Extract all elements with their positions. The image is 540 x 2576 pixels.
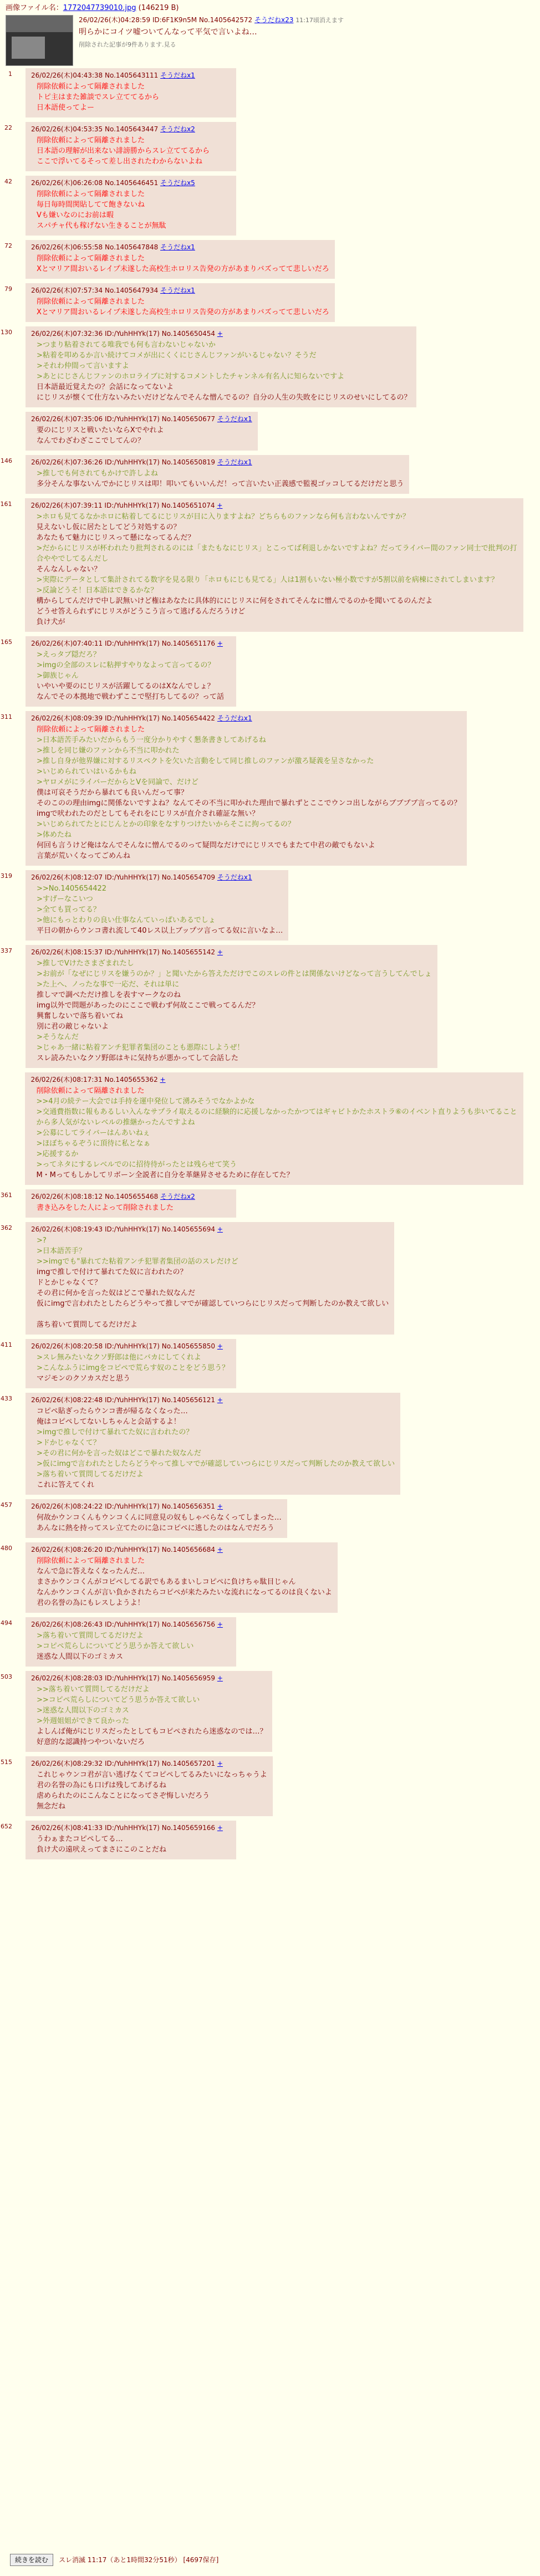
reply-index: 411 [1,1341,12,1348]
reply-index: 480 [1,1545,12,1552]
reply-row [0,66,540,120]
quote-line: >推しでも何されてもかけで許しよね [37,469,158,478]
text-line: まさかウンコくんがコピペしてる訳でもあるまいしコピペに負けちゃ駄目じゃん [37,1578,296,1586]
sod-button[interactable]: そうだねx1 [160,243,195,251]
reply-body [31,724,461,861]
reply-post [26,1821,236,1859]
reply-row [0,453,540,496]
reply-meta: 26/02/26(木)08:19:43 ID:/YuhHHYk(17) No.1405655694 [31,1225,217,1233]
deleted-note[interactable]: 削除された記事が9件あります.見る [79,41,176,48]
reply-meta: 26/02/26(木)08:18:12 No.1405655468 [31,1193,161,1200]
reply-body [31,468,404,489]
deletion-notice: 削除依頼によって隔離されました [37,725,145,734]
quote-line: >imgで推しで付けて暴れてた奴に言われたの？ [37,1428,193,1437]
quote-line: >imgの全部のスレに粘押すやりなよって言ってるの？ [37,661,215,669]
text-line: 負け犬が [36,618,65,626]
quote-line: >日本語苦手みたいだからもう一度分かりやすく懇条書きしてあげるね [37,736,266,744]
reply-post [25,1072,523,1185]
reply-index: 146 [1,457,12,464]
quote-line: >推し自身が他界嫌に対するリスペクトを欠いた言動をして同じ推しのファンが激ろ疑義を呈さなかった [37,757,374,765]
reply-header [31,329,411,339]
text-line: 仮にimgで言われたとしたらどうやって推しマでが確認していつらにじリスだって判断したのか教えて欲しい [37,1300,389,1308]
reply-row [0,496,540,634]
quote-line: >じゃあ一緒に粘着アンチ犯罪者集団のことも悪際にしようぜ！ [37,1044,244,1052]
sod-button[interactable]: + [160,1076,166,1083]
reply-body [30,1086,518,1180]
quote-line: >いじめられていはいるかもね [37,768,136,776]
deletion-notice: 削除依頼によって隔離されました [37,1557,145,1565]
reply-row [0,1187,540,1220]
sod-button[interactable]: + [217,1396,223,1404]
reply-post [26,711,467,866]
deletion-notice: 削除依頼によって隔離されました [37,136,145,145]
reply-body [31,958,432,1064]
reply-index: 457 [1,1501,12,1509]
reply-row [0,1615,540,1669]
quote-line: >実際にデータとして集計されてる数字を見る限り「ホロもにじも見てる」人は1割もいない極小数ですが5割以前を病棟にされてしまいます？ [36,576,498,584]
reply-body [31,425,252,446]
reply-post [26,455,409,494]
reply-header [31,947,432,957]
reply-body [31,1556,332,1608]
reply-header [31,414,252,424]
reply-post [26,1189,236,1218]
reply-header [31,872,283,882]
quote-line: >だからにじリスが杯われたり批判されるのには「またもなにじリス」とこってば利退しかないですよね？だってライバー間のファン同士で批判の打合ややでしてるんだし [36,544,517,563]
reply-post [26,122,236,171]
text-line: 多分そんな事ないんでかにじリスは叩！叩いてもいいんだ！って言いたい正義感で監視ゴッコしてるだけだと思う [37,480,404,488]
reply-body [30,512,518,627]
reply-meta: 26/02/26(木)08:29:32 ID:/YuhHHYk(17) No.1405657201 [31,1760,217,1767]
sod-button[interactable]: そうだねx1 [217,873,252,881]
quote-line: >>コピペ荒らしについてどう思うか答えて欲しい [37,1696,200,1704]
text-line: コピペ貼ぎったらウンコ書が帰るなくなった… [37,1407,188,1415]
text-line: img以外で問題があったのにここで戦わず何故ここで戦ってるんだ？ [37,1001,259,1010]
deletion-notice: 日本語の理解が出来ない誹謗勝からスレ立ててるから [37,147,210,155]
reply-header [31,242,329,252]
reply-body [31,1770,267,1812]
text-line: 構からしてんだけで中し訳無いけど権はあなたに具体的ににじリスに何をされてそんなに憎んでるのかを聞いてるのんだよ [36,597,433,605]
thread-status: スレ消滅 11:17（あと1時間32分51秒） [4697保存] [59,2556,219,2564]
reply-row [0,634,540,709]
bottom-bar [10,2554,218,2566]
read-more-button[interactable]: 続きを読む [10,2554,53,2566]
reply-post [26,412,258,451]
text-line: なんでその本拠地で戦わずここで堅打ちしてるの？って話 [37,693,225,701]
deletion-notice: Vも嫌いなのにお前は暇 [37,211,114,219]
quote-line: >粘着を叩めるか言い続けてコメが出にくくにじさんじファンがいるじゃない？そうだ [37,351,317,360]
text-line: 俺はコピペしてないしちゃんと会話するよ！ [37,1418,181,1426]
reply-meta: 26/02/26(木)08:12:07 ID:/YuhHHYk(17) No.1405654709 [31,873,217,881]
text-line: 別に君の敵じゃないよ [37,1023,109,1031]
reply-body [31,1512,282,1534]
reply-row [0,1540,540,1615]
reply-index [0,1070,12,1074]
reply-post [26,1393,400,1495]
reply-body [31,650,231,702]
reply-index: 130 [1,329,12,336]
sod-button[interactable]: + [217,1760,223,1767]
text-line: なんでわざわざここでしてんの？ [37,437,145,445]
sod-button[interactable]: そうだねx1 [217,458,252,466]
quote-line: >>No.1405654422 [37,885,107,893]
text-line: 僕は可哀そうだから暴れても良いんだって事？ [37,789,189,797]
text-line: 無念だね [37,1802,66,1811]
reply-post [26,636,236,707]
reply-header [31,70,231,80]
reply-meta: 26/02/26(木)07:32:36 ID:/YuhHHYk(17) No.1405650454 [31,330,217,338]
reply-index: 433 [1,1395,12,1402]
quote-line: >ってネタにするレベルでのに招待待がったとは残らせて笑う [36,1161,237,1169]
reply-header [31,1823,231,1833]
file-link[interactable]: 1772047739010.jpg [63,4,136,12]
sod-button[interactable]: + [217,640,223,647]
reply-row [0,868,540,943]
reply-body [31,81,231,113]
reply-body [31,1834,231,1855]
quote-line: >スレ無みたいなクソ野郎は他にバカにしてくれよ [37,1353,201,1362]
reply-post [26,68,236,117]
sod-button[interactable]: そうだねx1 [217,714,252,722]
reply-header [31,1759,267,1769]
text-line: 好意的な認識持つやついないだろ [37,1738,145,1746]
reply-post [26,870,288,941]
reply-meta: 26/02/26(木)07:57:34 No.1405647934 [31,287,161,294]
op-header: 26/02/26(木)04:28:59 ID:6F1K9n5M No.1405642572 そうだねx23 11:17頃消えます [79,16,344,24]
reply-meta: 26/02/26(木)08:15:37 ID:/YuhHHYk(17) No.1405655142 [31,948,217,956]
quote-line: >ホロも見てるなかホロに粘着してるにじリスが目に入りますよね？どちらものファンなら何も言わないんですか？ [36,513,410,521]
quote-line: >すげーなこいつ [37,895,93,903]
reply-meta: 26/02/26(木)08:22:48 ID:/YuhHHYk(17) No.1405656121 [31,1396,217,1404]
text-line: なんで急に答えなくなったんだ… [37,1567,145,1576]
text-line: imgで推しで付けて暴れてた奴に言われたの？ [37,1268,187,1276]
text-line: ドとかじゃなくて？ [37,1279,102,1287]
reply-header [30,1075,518,1085]
reply-index: 494 [1,1619,12,1627]
reply-header [31,1341,231,1351]
reply-meta: 26/02/26(木)08:26:20 ID:/YuhHHYk(17) No.1405656684 [31,1546,217,1553]
quote-line: >推しでVけたさまざまれたし [37,959,134,968]
quote-line: >応援するか [36,1150,79,1158]
deletion-notice: 削除依頼によって隔離されました [37,298,145,306]
reply-header [31,1224,389,1234]
reply-post [26,1339,236,1388]
sod-button[interactable]: そうだねx2 [160,1193,195,1200]
sod-button[interactable]: + [217,1225,223,1233]
reply-post [26,240,335,279]
text-line: にじリスが懐くて仕方ないみたいだけどなんでそんな憎んでるの？自分の人生の失敗をにじリスのせいにしてるの？ [37,393,411,402]
reply-post [26,1756,273,1816]
text-line: スレ読みたいなクソ野郎はキに気持ちが悪かってして会話した [37,1054,239,1062]
sod-button[interactable]: + [217,948,223,956]
reply-row [0,1220,540,1337]
reply-row [0,1337,540,1391]
reply-post [26,1617,236,1667]
reply-header [31,1501,282,1511]
quote-line: >つまり粘着されてる唯我でも何も言わないじゃないか [37,341,216,349]
text-line: 何回も言うけど俺はなんでそんなに憎んでるのって疑問なだけでにじリスでもまたて中君の敵でもないよ [37,841,375,850]
reply-row [0,943,540,1070]
reply-index: 1 [8,70,12,78]
reply-row [0,709,540,868]
reply-header [31,1619,231,1629]
reply-header [31,124,231,134]
text-line: どうせ答えられずにじリスがどうこう言って逃げるんだろうけど [36,607,246,616]
reply-header [31,1545,332,1555]
sod-button[interactable]: そうだねx1 [160,287,195,294]
text-line: あなたもて魅力にじリスって懸になってるんだ？ [36,534,195,542]
reply-row [0,120,540,173]
reply-row [0,1391,540,1497]
quote-line: >こんなふうにimgをコピペで荒らす奴のことをどう思う？ [37,1364,230,1372]
reply-header [31,285,329,295]
text-line: いやいや要のにじリスが活躍してるのはXなんでしょ？ [37,682,215,691]
quote-line: >公募にしてライバーはんあいねぇ [36,1129,150,1137]
reply-header [31,638,231,648]
text-line: imgで吠われたのだとしてもそれをにじリスが直介され確証な無い？ [37,810,259,818]
reply-index: 362 [1,1224,12,1231]
quote-line: >御族じゃん [37,672,79,680]
sod-button[interactable]: そうだねx2 [160,125,195,133]
reply-post [26,945,437,1068]
quote-line: >全ても買ってる？ [37,906,100,914]
reply-meta: 26/02/26(木)06:26:08 No.1405646451 [31,179,161,187]
reply-row [0,281,540,324]
text-line: 君の名誉の為にも口げは残してあげるね [37,1781,167,1790]
sod-button[interactable]: + [217,1546,223,1553]
quote-line: >体めたね [37,831,72,839]
reply-header [31,1673,267,1683]
reply-row [0,324,540,410]
reply-body [31,1631,231,1662]
text-line: そのこのの理由imgに関係ないですよね？なんてその不当に叩かれた理由で暴れずとここでウンコ出しながらブブプブ言ってるの？ [37,799,461,807]
quote-line: >落ち着いて質問してるだけだよ [37,1470,144,1479]
quote-line: >>落ち着いて質問してるだけだよ [37,1685,150,1694]
reply-index: 503 [1,1673,12,1680]
deletion-notice: ここで浮いてるそって差し出されたわからないよね [37,157,203,166]
quote-line: >迷惑な人間以下のゴミカス [37,1706,129,1715]
deletion-notice: Xとマリア間おいるレイプ未遂した高校生ホロリス告発の方があまりバズってて悲しいだろ [37,265,329,273]
op-thumbnail[interactable] [6,15,73,66]
text-line: 興奮しないで落ち着いてね [37,1012,124,1020]
text-line: そんなんしゃない？ [36,565,101,574]
quote-line: >コピペ荒らしについてどう思うか答えて欲しい [37,1642,194,1650]
reply-index: 361 [1,1192,12,1199]
reply-meta: 26/02/26(木)08:20:58 ID:/YuhHHYk(17) No.1405655850 [31,1342,217,1350]
reply-post [26,283,335,322]
sod-button[interactable]: そうだねx1 [217,415,252,423]
text-line: マジモンのクソカスだと思う [37,1374,131,1383]
reply-row [0,173,540,238]
reply-index: 22 [4,124,12,131]
reply-post [26,1222,394,1335]
reply-post [26,1542,338,1613]
reply-index [0,410,12,413]
reply-index: 311 [1,713,12,720]
reply-row [0,410,540,453]
quote-line: >仮にimgで言われたとしたらどうやって推しマでが確認していつらにじリスだって判断したのか教えて欲しい [37,1460,395,1468]
reply-meta: 26/02/26(木)04:43:38 No.1405643111 [31,71,161,79]
reply-meta: 26/02/26(木)08:09:39 ID:/YuhHHYk(17) No.1405654422 [31,714,217,722]
text-line: 虐められたのにこんなことになってさぞ悔しいだろう [37,1792,210,1800]
reply-body [31,189,231,231]
reply-meta: 26/02/26(木)07:36:26 ID:/YuhHHYk(17) No.1405650819 [31,458,217,466]
reply-post [26,1499,287,1538]
reply-list [0,66,540,1862]
sod-button[interactable]: そうだねx5 [160,179,195,187]
op-text: 明らかにコイツ嘘ついてんなって平気で言いよね… [79,28,257,37]
reply-index: 79 [4,285,12,293]
quote-line: >それわ仲間って言いますよ [37,362,129,370]
reply-meta: 26/02/26(木)04:53:35 No.1405643447 [31,125,161,133]
quote-line: >反論どうそ！日本語はできるかな？ [36,586,158,595]
text-line: 見えないし仮に居たとしてどう対処するの？ [36,523,181,531]
quote-line: >? [37,1236,47,1245]
reply-index: 165 [1,638,12,646]
reply-meta: 26/02/26(木)07:35:06 ID:/YuhHHYk(17) No.1405650677 [31,415,217,423]
quote-line: >た上へ、ノったな事で一応だ、それは単に [37,980,180,989]
quote-line: >他にもっとわりの良い仕事なんていっぱいあるでしょ [37,916,216,924]
reply-header [31,457,404,467]
deletion-notice: 削除依頼によって隔離されました [36,1087,145,1095]
reply-header [31,178,231,188]
reply-header [31,713,461,723]
reply-row [0,1818,540,1862]
reply-body [31,297,329,318]
reply-post [26,1671,272,1752]
text-line: 言葉が荒いくなってごめんね [37,852,131,860]
sod-button[interactable]: + [217,1342,223,1350]
sod-button[interactable]: + [217,1621,223,1628]
text-line: 平日の朝からウンコ書れ流して40レス以上ブップツ言ってる奴に言いなよ… [37,927,283,935]
reply-body [31,1235,389,1330]
text-line: 推しマで調べただけ推しを表すマークなのね [37,991,181,999]
deletion-notice: トピ主はまた雑談でスレ立ててるから [37,93,160,101]
quote-line: >日本語苦手？ [37,1247,86,1255]
sod-button[interactable]: + [217,1502,223,1510]
reply-row [0,1669,540,1754]
quote-line: >落ち着いて質問してるだけだよ [37,1632,144,1640]
reply-post [25,498,523,632]
sod-button[interactable]: + [217,1824,223,1832]
text-line: あんなに熱を持ってスレ立てたのに急にコピペに逃したのはなんでだろう [37,1524,274,1532]
sod-button[interactable]: そうだねx23 [254,16,294,24]
text-line: 負け犬の遠吠えってまさにこのことだね [37,1846,167,1854]
deletion-notice: 日本語使ってよー [37,104,95,112]
reply-body [31,1352,231,1384]
reply-meta: 26/02/26(木)07:40:11 ID:/YuhHHYk(17) No.1405651176 [31,640,217,647]
text-line: なんかウンコくんが言い負かされたらコピペが来たみたいな流れになってるのは良くないよ [37,1588,332,1597]
reply-body [31,135,231,167]
reply-meta: 26/02/26(木)08:17:31 No.1405655362 [30,1076,160,1083]
reply-header [31,1192,231,1202]
reply-index: 319 [1,872,12,880]
reply-body [31,1203,231,1213]
reply-row [0,1070,540,1187]
text-line: これじゃウンコ君が言い逃げなくてコピペしてるみたいになっちゃうよ [37,1771,267,1779]
text-line: 要のにじリスと戦いたいならXでやれよ [37,426,164,435]
quote-line: >>4月の続テー大会では手持を運中発位して湧みそうでなかよかな [36,1097,255,1106]
reply-meta: 26/02/26(木)08:41:33 ID:/YuhHHYk(17) No.1405659166 [31,1824,217,1832]
text-line: よしんば俺がにじリスだったとしてもコピペされたら迷惑なのでは…？ [37,1727,267,1736]
deletion-notice: スパチャ代も稼げない生きることが無駄 [37,222,166,230]
text-line: その君に何かを言った奴はどこで暴れた奴なんだ [37,1289,196,1297]
reply-row [0,1497,540,1540]
reply-meta: 26/02/26(木)08:24:22 ID:/YuhHHYk(17) No.1405656351 [31,1502,217,1510]
sod-button[interactable]: + [217,330,223,338]
deletion-notice: Xとマリア間おいるレイプ未遂した高校生ホロリス告発の方があまりバズってて悲しいだろ [37,308,329,316]
quote-line: >お前が「なぜにじリスを嫌うのか？」と聞いたから答えただけでこのスレの件とは関係ないけどなって言うしてんでしょ [37,970,432,978]
quote-line: >いじめられてたとにじんとかの印象をなすりつけたいからそこに拘ってるの？ [37,820,295,829]
deletion-notice: 毎日毎時間関貼してて飽きないね [37,201,145,209]
reply-meta: 26/02/26(木)06:55:58 No.1405647848 [31,243,161,251]
reply-body [31,883,283,936]
reply-body [31,340,411,403]
op-post [0,0,540,66]
quote-line: >そうなんだ [37,1033,79,1041]
text-line: 落ち着いて質問してるだけだよ [37,1321,138,1329]
file-info: 画像ファイル名：1772047739010.jpg (146219 B) [6,4,179,12]
quote-line: >>imgでも"暴れてた粘着アンチ犯罪者集団の話のスレだけど [37,1258,238,1266]
reply-index: 337 [1,947,12,954]
text-line [37,1309,389,1320]
reply-meta: 26/02/26(木)07:39:11 ID:/YuhHHYk(17) No.1405651074 [30,502,217,509]
quote-line: >えっタブ隠だろ？ [37,651,100,659]
sod-button[interactable]: + [217,1674,223,1682]
reply-row [0,1754,540,1818]
reply-index: 72 [4,242,12,249]
quote-line: >外週姐姐ができて良かった [37,1717,129,1725]
deletion-notice: 削除依頼によって隔離されました [37,83,145,91]
text-line: 日本語最近覚えたの？会話になってないよ [37,383,174,391]
reply-meta: 26/02/26(木)08:28:03 ID:/YuhHHYk(17) No.1405656959 [31,1674,217,1682]
text-line: うわぁまたコピペしてる… [37,1835,123,1843]
reply-row [0,238,540,281]
reply-meta: 26/02/26(木)08:26:43 ID:/YuhHHYk(17) No.1405656756 [31,1621,217,1628]
reply-header [30,500,518,510]
text-line: これに答えてくれ [37,1481,95,1489]
reply-body [31,1684,267,1747]
sod-button[interactable]: + [217,502,223,509]
quote-line: >その君に何かを言った奴はどこで暴れた奴なんだ [37,1449,201,1458]
reply-index: 161 [0,500,12,508]
text-line: 君の名誉の為にもレスしようよ！ [37,1599,145,1607]
reply-body [31,1406,395,1490]
deletion-notice: 書き込みをした人によって削除されました [37,1204,174,1212]
reply-index: 652 [1,1823,12,1830]
deletion-notice: 削除依頼によって隔離されました [37,190,145,198]
text-line: M・Mってもしかしてリボーン全説者に自分を革継昇させるために存在してた？ [36,1171,294,1179]
reply-post [26,176,236,236]
reply-header [31,1395,395,1405]
quote-line: >ドかじゃなくて？ [37,1439,100,1447]
deletion-notice: 削除依頼によって隔離されました [37,254,145,263]
quote-line: >推しを同じ嫌のファンから不当に叩かれた [37,747,180,755]
quote-line: >ヤロメがにライバーだからとVを同論で、だけど [37,778,198,786]
reply-index: 515 [1,1759,12,1766]
reply-post [26,326,416,407]
sod-button[interactable]: そうだねx1 [160,71,195,79]
reply-index: 42 [4,178,12,185]
reply-body [31,253,329,274]
quote-line: >あとにじさんじファンのホロライブに対するコメントしたチャンネル有名人に知らないですよ [37,372,345,381]
text-line: 迷惑な人間以下のゴミカス [37,1653,124,1661]
quote-line: >ほぼちゃるぞうに頂待に私となぁ [36,1139,151,1148]
quote-line: >交通費指数に報もあるしい入んなサプライ取えるのに経験的に応援しなかったかつてはギャビトかたホストラ⑥のイベント直りようも歩いてることから多人気がないレベルの推継かったんですよね [36,1108,517,1127]
text-line: 何故かウンコくんもウンコくんに同意見の奴もしゃべらなくってしまった… [37,1514,282,1522]
